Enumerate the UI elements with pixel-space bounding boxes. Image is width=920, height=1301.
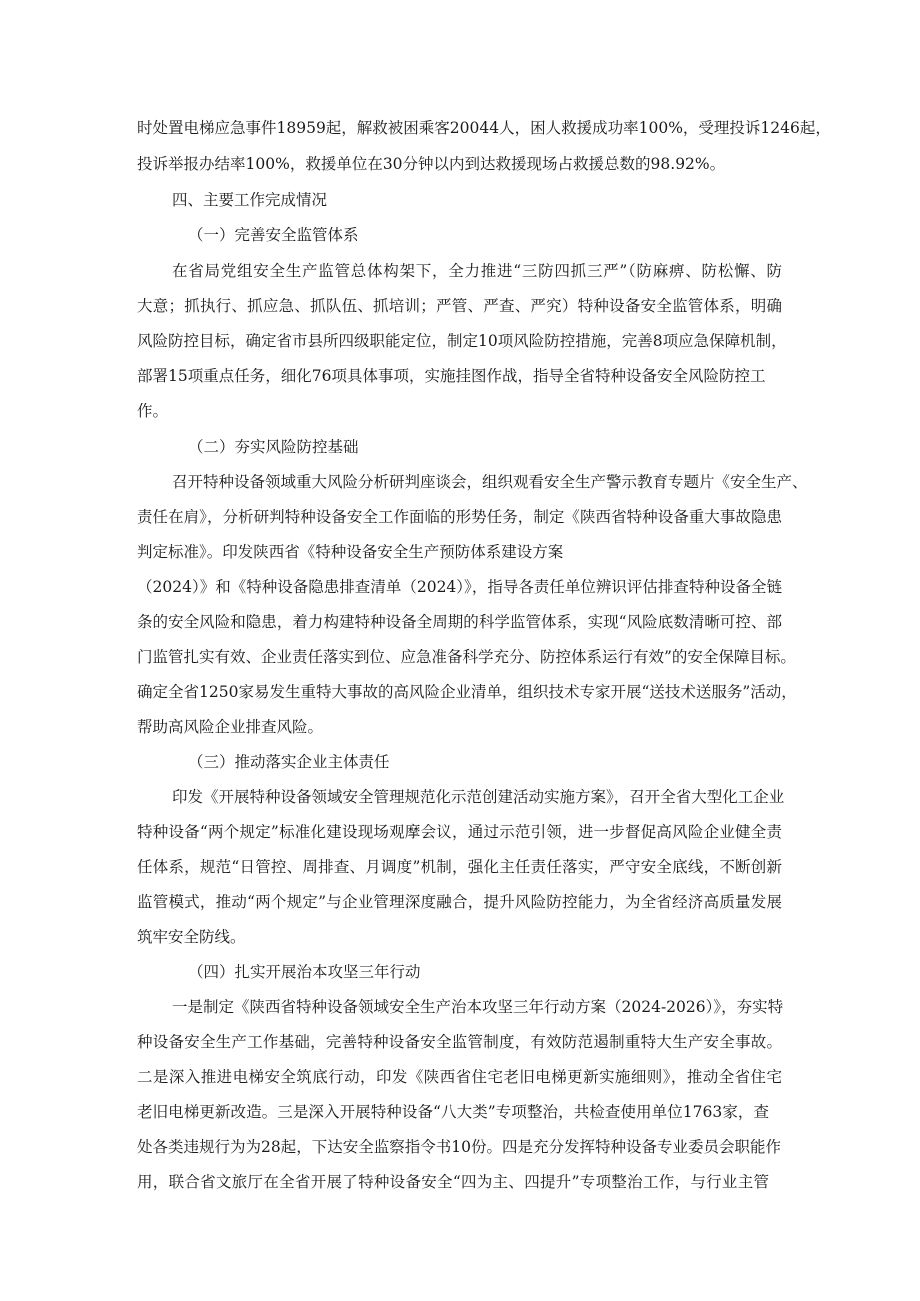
body-line: 处各类违规行为为28起，下达安全监察指令书10份。四是充分发挥特种设备专业委员会职能作: [137, 1138, 781, 1156]
body-line: 确定全省1250家易发生重特大事故的高风险企业清单，组织技术专家开展“送技术送服务”活动，: [137, 683, 797, 701]
body-line: 印发《开展特种设备领域安全管理规范化示范创建活动实施方案》，召开全省大型化工企业: [172, 788, 785, 806]
body-line: 投诉举报办结率100%，救援单位在30分钟以内到达救援现场占救援总数的98.92%。: [137, 155, 726, 173]
body-line: 部署15项重点任务，细化76项具体事项，实施挂图作战，指导全省特种设备安全风险防控工: [137, 367, 766, 385]
body-line: 一是制定《陕西省特种设备领域安全生产治本攻坚三年行动方案（2024-2026）》，夯实特: [172, 998, 784, 1016]
subsection-heading: （一）完善安全监管体系: [188, 226, 359, 244]
section-heading: 四、主要工作完成情况: [172, 191, 328, 209]
body-line: 在省局党组安全生产监管总体构架下，全力推进“三防四抓三严”（防麻痹、防松懈、防: [172, 262, 782, 280]
body-line: 种设备安全生产工作基础，完善特种设备安全监管制度，有效防范遏制重特大生产安全事故。: [137, 1033, 782, 1051]
body-line: 风险防控目标，确定省市县所四级职能定位，制定10项风险防控措施，完善8项应急保障机制，: [137, 332, 787, 350]
body-line: 条的安全风险和隐患，着力构建特种设备全周期的科学监管体系，实现“风险底数清晰可控、部: [137, 613, 782, 631]
body-line: 帮助高风险企业排查风险。: [137, 718, 324, 736]
body-line: 召开特种设备领域重大风险分析研判座谈会，组织观看安全生产警示教育专题片《安全生产、: [172, 473, 808, 491]
body-line: 大意；抓执行、抓应急、抓队伍、抓培训；严管、严查、严究）特种设备安全监管体系，明确: [137, 297, 782, 315]
body-line: 用，联合省文旅厅在全省开展了特种设备安全“四为主、四提升”专项整治工作，与行业主管: [137, 1173, 769, 1191]
body-line: 监管模式，推动“两个规定”与企业管理深度融合，提升风险防控能力，为全省经济高质量发展: [137, 893, 782, 911]
body-line: 二是深入推进电梯安全筑底行动，印发《陕西省住宅老旧电梯更新实施细则》，推动全省住宅: [137, 1068, 782, 1086]
subsection-heading: （三）推动落实企业主体责任: [188, 753, 390, 771]
body-line: 门监管扎实有效、企业责任落实到位、应急准备科学充分、防控体系运行有效”的安全保障目标。: [137, 648, 796, 666]
subsection-heading: （二）夯实风险防控基础: [188, 438, 359, 456]
body-line: 任体系，规范“日管控、周排查、月调度”机制，强化主任责任落实，严守安全底线，不断创新: [137, 858, 782, 876]
subsection-heading: （四）扎实开展治本攻坚三年行动: [188, 963, 421, 981]
body-line: 责任在肩》，分析研判特种设备安全工作面临的形势任务，制定《陕西省特种设备重大事故隐患: [137, 508, 782, 526]
body-line: 特种设备“两个规定”标准化建设现场观摩会议，通过示范引领，进一步督促高风险企业健全责: [137, 823, 782, 841]
body-line: 老旧电梯更新改造。三是深入开展特种设备“八大类”专项整治，共检查使用单位1763家，查: [137, 1103, 769, 1121]
body-line: 时处置电梯应急事件18959起，解救被困乘客20044人，困人救援成功率100%，受理投诉1246起，: [137, 119, 831, 137]
body-line: （2024）》和《特种设备隐患排查清单（2024）》，指导各责任单位辨识评估排查特种设备全链: [137, 578, 782, 596]
body-line: 作。: [137, 402, 169, 420]
body-line: 筑牢安全防线。: [137, 928, 246, 946]
body-line: 判定标准》。印发陕西省《特种设备安全生产预防体系建设方案: [137, 543, 564, 561]
